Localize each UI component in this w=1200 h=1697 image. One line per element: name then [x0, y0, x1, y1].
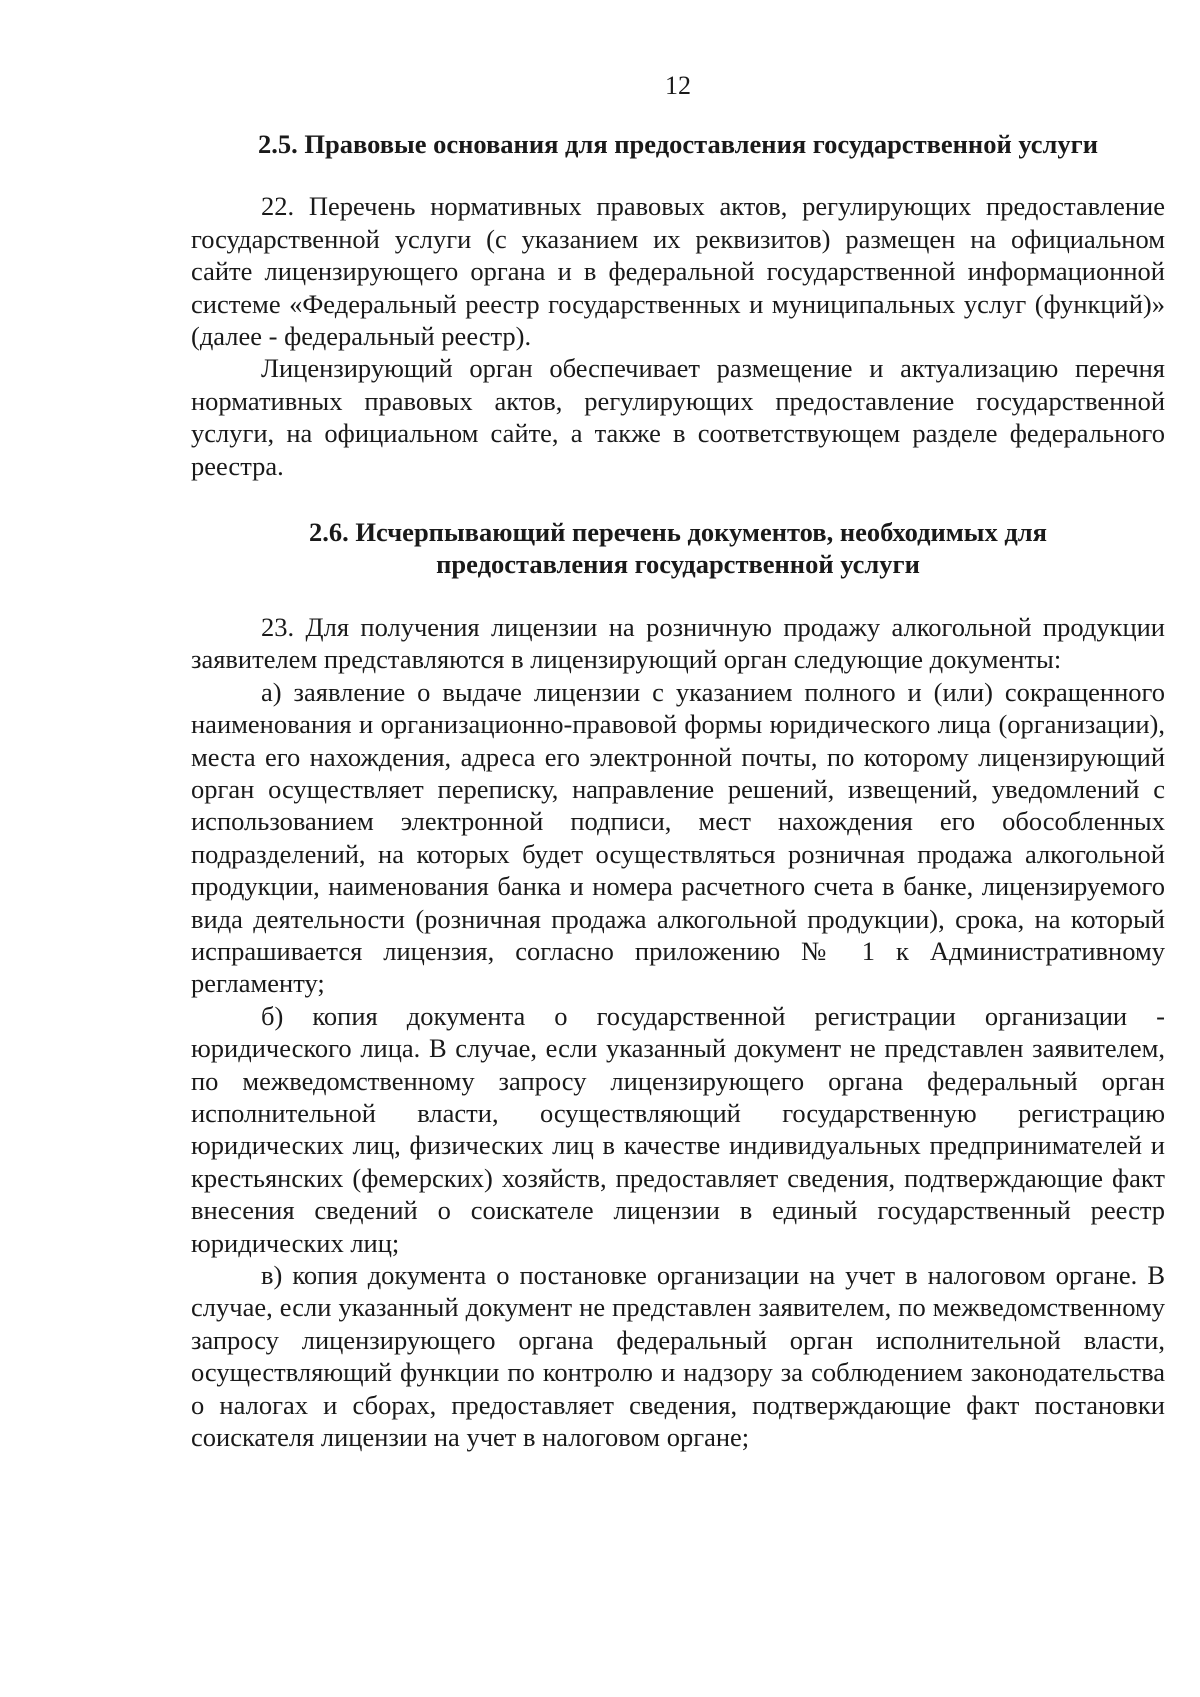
paragraph-23-a: а) заявление о выдаче лицензии с указанием полного и (или) сокращенного наименования и организационно-правовой формы юридического лица (организации), места его нахождения, адреса его электронной почты, по которому лицензирующий орган осуществляет переписку, направление решений, извещений, уведомлений с использованием электронной подписи, мест нахождения его обособленных подразделений, на которых будет осуществляться розничная продажа алкогольной продукции, наименования банка и номера расчетного счета в банке, лицензируемого вида деятельности (розничная продажа алкогольной продукции), срока, на который испрашивается лицензия, согласно приложению № 1 к Административному регламенту;: [191, 676, 1165, 999]
paragraph-22-continuation: Лицензирующий орган обеспечивает размещение и актуализацию перечня нормативных правовых актов, регулирующих предоставление государственной услуги, на официальном сайте, а также в соответствующем разделе федерального реестра.: [191, 353, 1165, 481]
section-title-2-6-line2: предоставления государственной услуги: [436, 549, 920, 580]
paragraph-23-b: б) копия документа о государственной регистрации организации - юридического лица. В случае, если указанный документ не представлен заявителем, по межведомственному запросу лицензирующего органа федеральный орган исполнительной власти, осуществляющий государственную регистрацию юридических лиц, физических лиц в качестве индивидуальных предпринимателей и крестьянских (фемерских) хозяйств, предоставляет сведения, подтверждающие факт внесения сведений о соискателе лицензии в единый государственный реестр юридических лиц;: [191, 1000, 1165, 1258]
section-title-2-5: 2.5. Правовые основания для предоставления государственной услуги: [258, 129, 1098, 159]
paragraph-23: 23. Для получения лицензии на розничную продажу алкогольной продукции заявителем представляются в лицензирующий орган следующие документы:: [191, 611, 1165, 675]
section-title-2-6-line1: 2.6. Исчерпывающий перечень документов, необходимых для: [309, 517, 1047, 548]
paragraph-22: 22. Перечень нормативных правовых актов, регулирующих предоставление государственной услуги (с указанием их реквизитов) размещен на официальном сайте лицензирующего органа и в федеральной государственной информационной системе «Федеральный реестр государственных и муниципальных услуг (функций)» (далее - федеральный реестр).: [191, 191, 1165, 352]
paragraph-23-v: в) копия документа о постановке организации на учет в налоговом органе. В случае, если указанный документ не представлен заявителем, по межведомственному запросу лицензирующего органа федеральный орган исполнительной власти, осуществляющий функции по контролю и надзору за соблюдением законодательства о налогах и сборах, предоставляет сведения, подтверждающие факт постановки соискателя лицензии на учет в налоговом органе;: [191, 1260, 1165, 1453]
page-number: 12: [665, 71, 691, 100]
section-title-2-6: [191, 516, 1165, 581]
page-content: [191, 70, 1165, 1453]
